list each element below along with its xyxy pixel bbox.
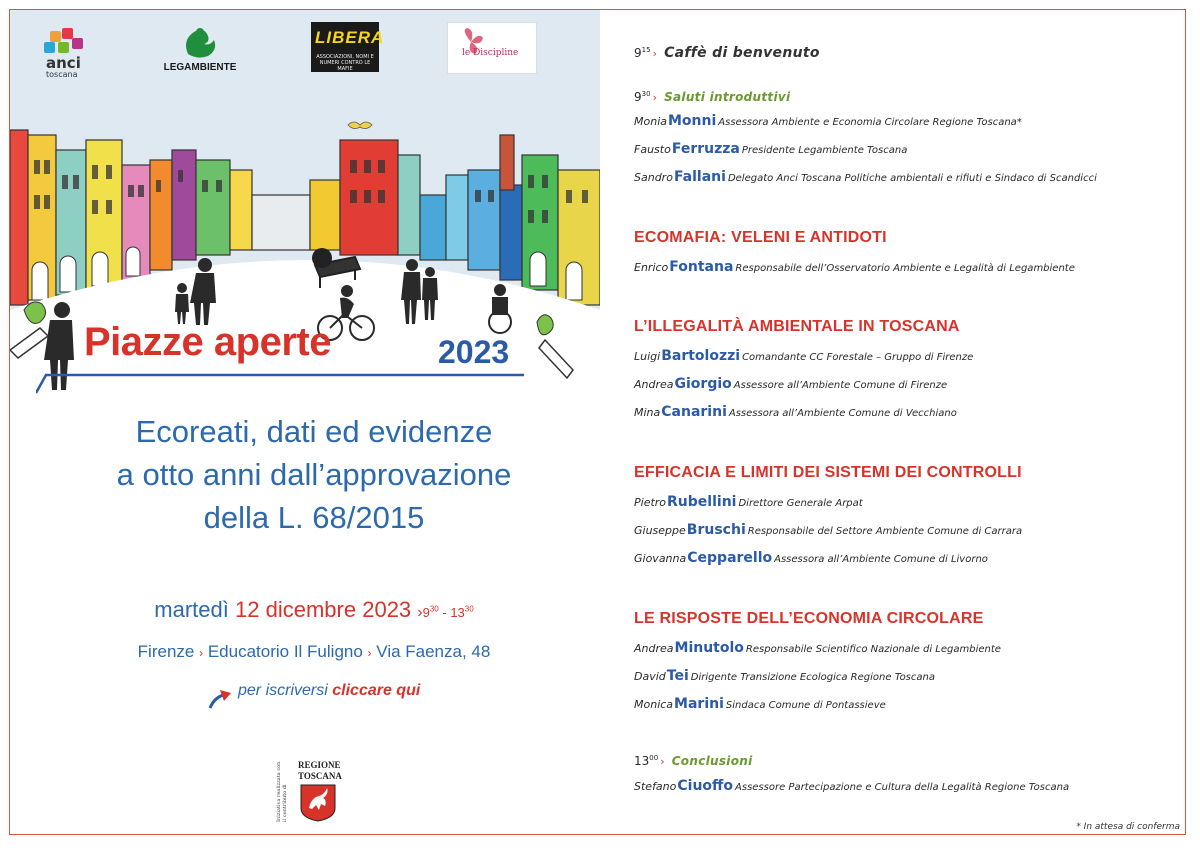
anci-logo-subtext: toscana [46,70,78,79]
speaker-first-name: Luigi [634,350,661,363]
event-hours: $9^{30} - 13^{30}$ [422,604,474,620]
chevron-right-icon: › [660,755,665,768]
program-welcome [634,42,820,61]
footnote: * In attesa di conferma [1076,822,1180,832]
register-cta-link[interactable]: cliccare qui [332,682,421,699]
program-item-title: Caffè di benvenuto [664,45,820,61]
time-hour: 13 [634,754,650,768]
event-weekday: martedì [154,597,229,622]
speaker-row [634,550,988,566]
event-city: Firenze [137,642,195,661]
speaker-role: Assessore Partecipazione e Cultura della Legalità Regione Toscana [735,782,1070,793]
speaker-first-name: Giovanna [634,552,687,565]
section-heading: EFFICACIA E LIMITI DEI SISTEMI DEI CONTROLLI [634,464,1022,481]
event-date [30,597,598,623]
speaker-last-name: Rubellini [667,494,737,510]
event-date-year: 2023 [362,597,412,622]
chevron-right-icon: › [652,47,657,60]
speaker-first-name: Mina [634,406,661,419]
speaker-role: Assessora all’Ambiente Comune di Vecchiano [728,408,957,419]
speaker-role: Presidente Legambiente Toscana [741,145,908,156]
speaker-row [634,113,1022,129]
time-minutes: 00 [649,754,659,762]
speaker-row [634,668,935,684]
speaker-row [634,404,957,420]
speaker-row [634,376,947,392]
speaker-first-name: Sandro [634,171,673,184]
speaker-row [634,640,1001,656]
speaker-first-name: Pietro [634,496,667,509]
sponsor-note: Iniziativa realizzata con il contributo di [276,761,288,822]
speaker-role: Delegato Anci Toscana Politiche ambientali e rifiuti e Sindaco di Scandicci [727,173,1097,184]
anci-toscana-logo [40,26,100,79]
speaker-first-name: Monia [634,115,667,128]
program-time [634,90,659,104]
program-time [634,754,667,768]
speaker-role: Responsabile Scientifico Nazionale di Legambiente [745,644,1001,655]
program-greetings [634,86,790,105]
anci-logo-text: anci [46,54,81,72]
speaker-role: Assessora Ambiente e Economia Circolare Regione Toscana* [718,117,1022,128]
speaker-first-name: Andrea [634,378,674,391]
event-title: Piazze aperte [84,320,331,364]
end-minutes: 30 [464,604,474,614]
chevron-right-icon: › [417,604,423,621]
speaker-last-name: Fallani [673,169,726,185]
speaker-row [634,169,1097,185]
chevron-right-icon: › [652,91,657,104]
speaker-last-name: Marini [674,696,724,712]
speaker-last-name: Ferruzza [671,141,740,157]
speaker-first-name: Monica [634,698,674,711]
event-subtitle [30,410,598,539]
speaker-first-name: Giuseppe [634,524,686,537]
speaker-last-name: Minutolo [674,640,744,656]
chevron-right-icon: › [367,646,372,660]
speaker-role: Responsabile del Settore Ambiente Comune di Carrara [747,526,1023,537]
end-hour: 13 [450,605,465,620]
program-conclusions [634,750,753,769]
time-minutes: 15 [641,46,651,54]
logo-square [44,42,55,53]
speaker-last-name: Bruschi [686,522,746,538]
speaker-role: Direttore Generale Arpat [738,498,863,509]
subtitle-line: a otto anni dall’approvazione [116,457,512,492]
legambiente-logo [155,22,245,74]
speaker-role: Comandante CC Forestale – Gruppo di Firenze [742,352,974,363]
section-heading: LE RISPOSTE DELL’ECONOMIA CIRCOLARE [634,610,984,627]
register-link[interactable] [208,682,420,700]
start-hour: 9 [422,605,430,620]
speaker-row [634,778,1069,794]
event-venue: Educatorio Il Fuligno [207,642,363,661]
speaker-first-name: Enrico [634,261,669,274]
event-location [30,642,598,662]
event-date-day: 12 dicembre [235,597,357,622]
section-heading: L’ILLEGALITÀ AMBIENTALE IN TOSCANA [634,318,960,335]
subtitle-line: della L. 68/2015 [203,500,425,535]
time-hour: 9 [634,46,642,60]
regione-toscana-logo [276,758,358,824]
libera-logo [311,22,385,72]
legambiente-logo-text: LEGAMBIENTE [163,62,237,73]
logo-square [58,42,69,53]
time-hour: 9 [634,90,642,104]
libera-logo-text: LIBERA [315,28,385,47]
speaker-role: Responsabile dell’Osservatorio Ambiente e Legalità di Legambiente [735,263,1075,274]
speaker-row [634,259,1075,275]
event-address: Via Faenza, 48 [376,642,491,661]
speaker-last-name: Giorgio [674,376,732,392]
regione-shield-icon [300,784,336,822]
speaker-first-name: David [634,670,666,683]
speaker-last-name: Fontana [669,259,734,275]
le-discipline-logo [447,22,537,74]
speaker-row [634,348,973,364]
logo-square [50,31,61,42]
logo-square [62,28,73,39]
speaker-row [634,522,1022,538]
speaker-row [634,494,863,510]
start-minutes: 30 [429,604,439,614]
speaker-row [634,696,886,712]
speaker-role: Assessora all’Ambiente Comune di Livorno [774,554,988,565]
regione-name: REGIONE [298,760,341,770]
speaker-role: Assessore all’Ambiente Comune di Firenze [733,380,948,391]
program-item-title: Conclusioni [671,754,753,768]
speaker-first-name: Fausto [634,143,671,156]
regione-name-2: TOSCANA [298,771,342,781]
program-item-title: Saluti introduttivi [664,90,791,104]
logo-square [72,38,83,49]
title-underline [36,373,524,395]
speaker-last-name: Bartolozzi [661,348,741,364]
speaker-row [634,141,907,157]
speaker-last-name: Ciuoffo [677,778,734,794]
speaker-role: Dirigente Transizione Ecologica Regione Toscana [690,672,935,683]
libera-logo-tagline: ASSOCIAZIONI, NOMI E NUMERI CONTRO LE MAFIE [316,54,374,72]
program-time [634,46,659,60]
speaker-last-name: Canarini [661,404,727,420]
speaker-last-name: Cepparello [687,550,773,566]
speaker-role: Sindaca Comune di Pontassieve [725,700,886,711]
section-heading: ECOMAFIA: VELENI E ANTIDOTI [634,229,887,246]
swan-icon [180,22,220,60]
register-text: per iscriversi [238,682,328,699]
speaker-last-name: Tei [666,668,689,684]
chevron-right-icon: › [199,646,204,660]
speaker-last-name: Monni [668,113,717,129]
subtitle-line: Ecoreati, dati ed evidenze [135,414,493,449]
le-discipline-logo-text: le Discipline [462,48,519,58]
speaker-first-name: Andrea [634,642,674,655]
speaker-first-name: Stefano [634,780,677,793]
event-year: 2023 [438,334,510,370]
time-minutes: 30 [641,90,651,98]
